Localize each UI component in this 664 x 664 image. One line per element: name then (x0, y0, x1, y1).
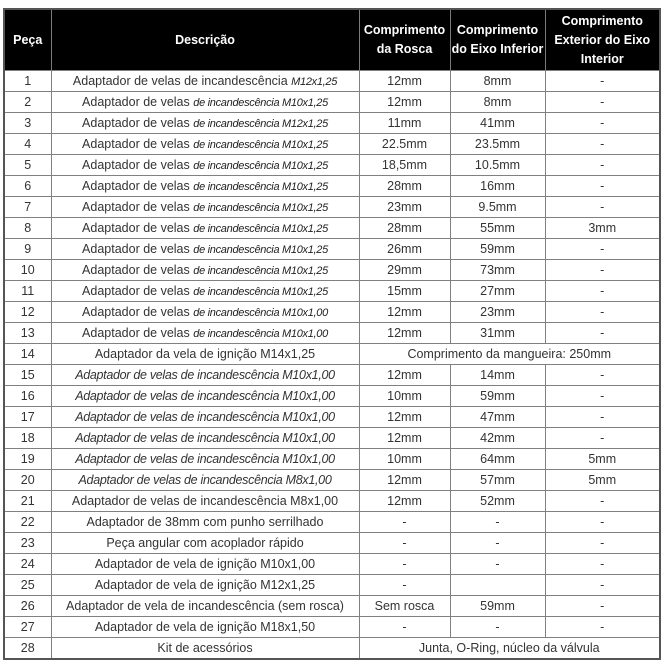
part-number: 15 (4, 365, 51, 386)
part-number: 19 (4, 449, 51, 470)
header-part: Peça (4, 9, 51, 71)
table-row (4, 512, 660, 533)
thread-length: 12mm (359, 491, 450, 512)
description (51, 302, 359, 323)
part-number: 23 (4, 533, 51, 554)
part-number: 28 (4, 638, 51, 660)
part-number: 13 (4, 323, 51, 344)
inner-shaft-outer-length: 3mm (545, 218, 660, 239)
thread-length: 22.5mm (359, 134, 450, 155)
inner-shaft-outer-length: - (545, 260, 660, 281)
inner-shaft-outer-length: - (545, 407, 660, 428)
table-row (4, 134, 660, 155)
thread-length: 12mm (359, 302, 450, 323)
lower-shaft-length: 52mm (450, 491, 545, 512)
thread-length: 12mm (359, 470, 450, 491)
description-text: Adaptador de velas (82, 95, 194, 109)
description (51, 323, 359, 344)
thread-length: Sem rosca (359, 596, 450, 617)
description-text: Adaptador de velas (82, 326, 194, 340)
description-spec: de incandescência M10x1,25 (193, 223, 328, 235)
part-number: 8 (4, 218, 51, 239)
lower-shaft-length: 42mm (450, 428, 545, 449)
description (51, 113, 359, 134)
table-row (4, 113, 660, 134)
description-text: Adaptador de velas de incandescência (72, 74, 292, 88)
description: Peça angular com acoplador rápido (51, 533, 359, 554)
table-row (4, 344, 660, 365)
accessory-kit-contents: Junta, O-Ring, núcleo da válvula (359, 638, 660, 660)
table-row (4, 491, 660, 512)
description: Adaptador de 38mm com punho serrilhado (51, 512, 359, 533)
part-number: 1 (4, 71, 51, 92)
inner-shaft-outer-length: - (545, 113, 660, 134)
part-number: 7 (4, 197, 51, 218)
description-text: Adaptador de velas (82, 242, 194, 256)
lower-shaft-length: 23mm (450, 302, 545, 323)
inner-shaft-outer-length: - (545, 365, 660, 386)
lower-shaft-length: 23.5mm (450, 134, 545, 155)
table-row (4, 92, 660, 113)
table-row (4, 638, 660, 660)
lower-shaft-length: - (450, 512, 545, 533)
thread-length: 12mm (359, 407, 450, 428)
table-row (4, 407, 660, 428)
lower-shaft-length: 31mm (450, 323, 545, 344)
description (51, 281, 359, 302)
thread-length: - (359, 617, 450, 638)
lower-shaft-length: 73mm (450, 260, 545, 281)
part-number: 10 (4, 260, 51, 281)
table-row (4, 197, 660, 218)
inner-shaft-outer-length: - (545, 554, 660, 575)
inner-shaft-outer-length: - (545, 491, 660, 512)
inner-shaft-outer-length: - (545, 281, 660, 302)
inner-shaft-outer-length: - (545, 197, 660, 218)
description-spec: de incandescência M10x1,25 (193, 139, 328, 151)
lower-shaft-length: 57mm (450, 470, 545, 491)
header-lower-shaft-length: Comprimento do Eixo Inferior (450, 9, 545, 71)
description-spec: de incandescência M10x1,00 (193, 307, 328, 319)
thread-length: 12mm (359, 428, 450, 449)
description: Adaptador de velas de incandescência M8x1,00 (51, 470, 359, 491)
description (51, 92, 359, 113)
inner-shaft-outer-length: - (545, 323, 660, 344)
inner-shaft-outer-length: - (545, 176, 660, 197)
lower-shaft-length: 59mm (450, 386, 545, 407)
inner-shaft-outer-length: - (545, 617, 660, 638)
table-body (4, 71, 660, 660)
inner-shaft-outer-length: - (545, 575, 660, 596)
table-row (4, 239, 660, 260)
table-row (4, 176, 660, 197)
thread-length: 12mm (359, 92, 450, 113)
table-row (4, 365, 660, 386)
table-row (4, 428, 660, 449)
thread-length: 12mm (359, 365, 450, 386)
description-spec: de incandescência M10x1,00 (193, 328, 328, 340)
part-number: 16 (4, 386, 51, 407)
description-text: Adaptador de velas (82, 179, 194, 193)
description (51, 134, 359, 155)
description-text: Adaptador de velas (82, 263, 194, 277)
header-inner-shaft-outer-length: Comprimento Exterior do Eixo Interior (545, 9, 660, 71)
part-number: 20 (4, 470, 51, 491)
thread-length: - (359, 575, 450, 596)
thread-length: 12mm (359, 71, 450, 92)
description (51, 239, 359, 260)
description: Adaptador de vela de ignição M18x1,50 (51, 617, 359, 638)
part-number: 9 (4, 239, 51, 260)
inner-shaft-outer-length: - (545, 134, 660, 155)
lower-shaft-length: 55mm (450, 218, 545, 239)
lower-shaft-length: 64mm (450, 449, 545, 470)
table-row (4, 302, 660, 323)
description: Adaptador de velas de incandescência M10x1,00 (51, 449, 359, 470)
table-row (4, 281, 660, 302)
description-text: Adaptador de velas (82, 284, 194, 298)
table-row (4, 323, 660, 344)
thread-length: - (359, 512, 450, 533)
part-number: 6 (4, 176, 51, 197)
lower-shaft-length (450, 575, 545, 596)
part-number: 25 (4, 575, 51, 596)
header-row (4, 9, 660, 71)
lower-shaft-length: 8mm (450, 92, 545, 113)
inner-shaft-outer-length: - (545, 428, 660, 449)
description: Adaptador de velas de incandescência M10x1,00 (51, 365, 359, 386)
table-row (4, 554, 660, 575)
description-spec: de incandescência M10x1,25 (193, 97, 328, 109)
thread-length: 29mm (359, 260, 450, 281)
description (51, 260, 359, 281)
thread-length: 18,5mm (359, 155, 450, 176)
inner-shaft-outer-length: - (545, 302, 660, 323)
part-number: 24 (4, 554, 51, 575)
description: Kit de acessórios (51, 638, 359, 660)
inner-shaft-outer-length: - (545, 92, 660, 113)
thread-length: - (359, 554, 450, 575)
lower-shaft-length: 14mm (450, 365, 545, 386)
part-number: 17 (4, 407, 51, 428)
inner-shaft-outer-length: - (545, 533, 660, 554)
description: Adaptador de vela de ignição M12x1,25 (51, 575, 359, 596)
lower-shaft-length: - (450, 554, 545, 575)
description (51, 155, 359, 176)
description-text: Adaptador de velas (82, 200, 194, 214)
part-number: 27 (4, 617, 51, 638)
table-row (4, 155, 660, 176)
part-number: 5 (4, 155, 51, 176)
thread-length: - (359, 533, 450, 554)
description (51, 218, 359, 239)
thread-length: 28mm (359, 218, 450, 239)
thread-length: 26mm (359, 239, 450, 260)
table-row (4, 617, 660, 638)
lower-shaft-length: 8mm (450, 71, 545, 92)
description-text: Adaptador de velas (82, 137, 194, 151)
inner-shaft-outer-length: - (545, 596, 660, 617)
description-spec: de incandescência M10x1,25 (193, 286, 328, 298)
lower-shaft-length: 9.5mm (450, 197, 545, 218)
description: Adaptador de vela de ignição M10x1,00 (51, 554, 359, 575)
part-number: 18 (4, 428, 51, 449)
description (51, 197, 359, 218)
description: Adaptador da vela de ignição M14x1,25 (51, 344, 359, 365)
description: Adaptador de velas de incandescência M8x1,00 (51, 491, 359, 512)
thread-length: 28mm (359, 176, 450, 197)
description-spec: de incandescência M10x1,25 (193, 160, 328, 172)
description-spec: de incandescência M10x1,25 (193, 265, 328, 277)
thread-length: 11mm (359, 113, 450, 134)
description: Adaptador de velas de incandescência M10x1,00 (51, 407, 359, 428)
description (51, 71, 359, 92)
table-row (4, 386, 660, 407)
thread-length: 10mm (359, 449, 450, 470)
part-number: 3 (4, 113, 51, 134)
header-description: Descrição (51, 9, 359, 71)
lower-shaft-length: - (450, 617, 545, 638)
description-text: Adaptador de velas (82, 305, 194, 319)
description: Adaptador de velas de incandescência M10x1,00 (51, 386, 359, 407)
part-number: 12 (4, 302, 51, 323)
lower-shaft-length: 16mm (450, 176, 545, 197)
description-text: Adaptador de velas (82, 221, 194, 235)
lower-shaft-length: 59mm (450, 596, 545, 617)
inner-shaft-outer-length: - (545, 239, 660, 260)
inner-shaft-outer-length: 5mm (545, 449, 660, 470)
part-number: 26 (4, 596, 51, 617)
inner-shaft-outer-length: - (545, 512, 660, 533)
table-row (4, 533, 660, 554)
description-spec: de incandescência M12x1,25 (193, 118, 328, 130)
lower-shaft-length: - (450, 533, 545, 554)
part-number: 2 (4, 92, 51, 113)
inner-shaft-outer-length: - (545, 155, 660, 176)
description-spec: de incandescência M10x1,25 (193, 244, 328, 256)
lower-shaft-length: 59mm (450, 239, 545, 260)
thread-length: 23mm (359, 197, 450, 218)
table-row (4, 596, 660, 617)
description-text: Adaptador de velas (82, 116, 194, 130)
inner-shaft-outer-length: - (545, 386, 660, 407)
inner-shaft-outer-length: - (545, 71, 660, 92)
parts-table (3, 8, 661, 660)
inner-shaft-outer-length: 5mm (545, 470, 660, 491)
lower-shaft-length: 41mm (450, 113, 545, 134)
table-row (4, 260, 660, 281)
table-row (4, 71, 660, 92)
part-number: 22 (4, 512, 51, 533)
part-number: 14 (4, 344, 51, 365)
description: Adaptador de velas de incandescência M10x1,00 (51, 428, 359, 449)
table-row (4, 470, 660, 491)
part-number: 11 (4, 281, 51, 302)
description-spec: de incandescência M10x1,25 (193, 181, 328, 193)
description (51, 176, 359, 197)
thread-length: 12mm (359, 323, 450, 344)
table-row (4, 575, 660, 596)
thread-length: 15mm (359, 281, 450, 302)
part-number: 21 (4, 491, 51, 512)
lower-shaft-length: 27mm (450, 281, 545, 302)
lower-shaft-length: 47mm (450, 407, 545, 428)
thread-length: 10mm (359, 386, 450, 407)
table-row (4, 218, 660, 239)
description-spec: M12x1,25 (291, 76, 338, 88)
hose-length-note: Comprimento da mangueira: 250mm (359, 344, 660, 365)
table-row (4, 449, 660, 470)
description-spec: de incandescência M10x1,25 (193, 202, 328, 214)
header-thread-length: Comprimento da Rosca (359, 9, 450, 71)
lower-shaft-length: 10.5mm (450, 155, 545, 176)
part-number: 4 (4, 134, 51, 155)
description: Adaptador de vela de incandescência (sem rosca) (51, 596, 359, 617)
description-text: Adaptador de velas (82, 158, 194, 172)
